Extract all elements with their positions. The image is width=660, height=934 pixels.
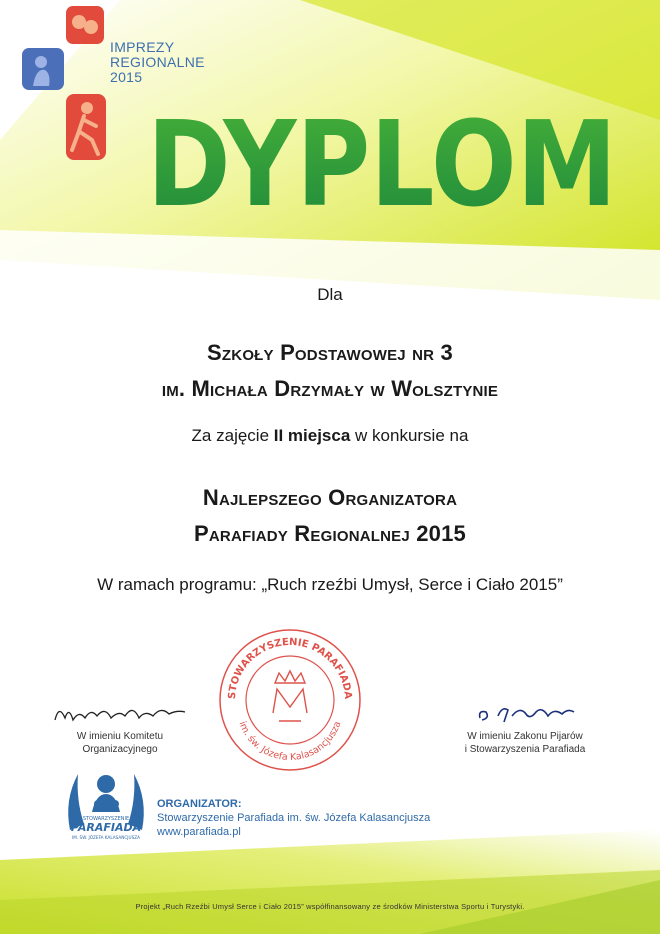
award-line2: Parafiady Regionalnej 2015: [194, 521, 466, 546]
signature-left-caption: [40, 730, 200, 756]
theatre-masks-icon: [66, 6, 104, 44]
organizer-website: www.parafiada.pl: [157, 826, 241, 838]
recipient-name: [0, 335, 660, 407]
organizer-heading: ORGANIZATOR:: [157, 798, 242, 810]
org-logo-text3: IM. ŚW. JÓZEFA KALASANCJUSZA: [72, 835, 140, 840]
placement-after: w konkursie na: [350, 426, 469, 445]
org-logo-text2: PARAFIADA: [70, 821, 142, 834]
event-logo-line3: 2015: [110, 69, 143, 85]
event-logo-line1: IMPREZY: [110, 39, 175, 55]
signature-right-line2: i Stowarzyszenia Parafiada: [464, 744, 586, 755]
diploma-title: [0, 100, 660, 230]
signature-left-line1: W imieniu Komitetu: [76, 731, 164, 742]
signature-right: [440, 700, 610, 756]
signature-right-line1: W imieniu Zakonu Pijarów: [467, 731, 583, 742]
saint-figure-icon: [92, 775, 120, 812]
diploma-title-text: DYPLOM: [147, 100, 617, 230]
recipient-line2: im. Michała Drzymały w Wolsztynie: [161, 376, 499, 401]
signature-left: [40, 700, 200, 756]
signature-left-line2: Organizacyjnego: [82, 744, 158, 755]
praying-figure-icon: [22, 48, 64, 90]
program-text: W ramach programu: „Ruch rzeźbi Umysł, Serce i Ciało 2015”: [97, 575, 563, 594]
handwritten-signature-right: [450, 700, 600, 728]
award-title: [0, 480, 660, 552]
placement-rank: II miejsca: [273, 426, 351, 445]
organizer-name: Stowarzyszenie Parafiada im. św. Józefa Kalasancjusza: [157, 812, 431, 824]
svg-text:im. św. Józefa Kalasancjusza: [236, 720, 343, 763]
award-line1: Najlepszego Organizatora: [202, 485, 458, 510]
placement-text: [0, 426, 660, 446]
recipient-line1: Szkoły Podstawowej nr 3: [207, 340, 453, 365]
organizer-info: [157, 797, 430, 839]
recipient-prefix: Dla: [317, 285, 343, 304]
signature-right-caption: [440, 730, 610, 756]
crown-monogram-icon: [273, 671, 307, 721]
footer-note: Projekt „Ruch Rzeźbi Umysł Serce i Ciało 2015” współfinansowany ze środków Ministerstwa Sportu i Turystyki.: [135, 902, 525, 911]
placement-before: Za zajęcie: [191, 426, 274, 445]
official-stamp: [215, 625, 365, 775]
stamp-top-text: STOWARZYSZENIE PARAFIADA: [226, 636, 354, 700]
handwritten-signature-left: [45, 700, 195, 728]
org-logo-text1: STOWARZYSZENIE: [82, 816, 130, 822]
parafiada-logo: [62, 760, 150, 845]
stamp-bottom-text: im. św. Józefa Kalasancjusza: [236, 719, 344, 764]
event-logo-line2: REGIONALNE: [110, 54, 205, 70]
event-logo-text: [110, 40, 205, 85]
